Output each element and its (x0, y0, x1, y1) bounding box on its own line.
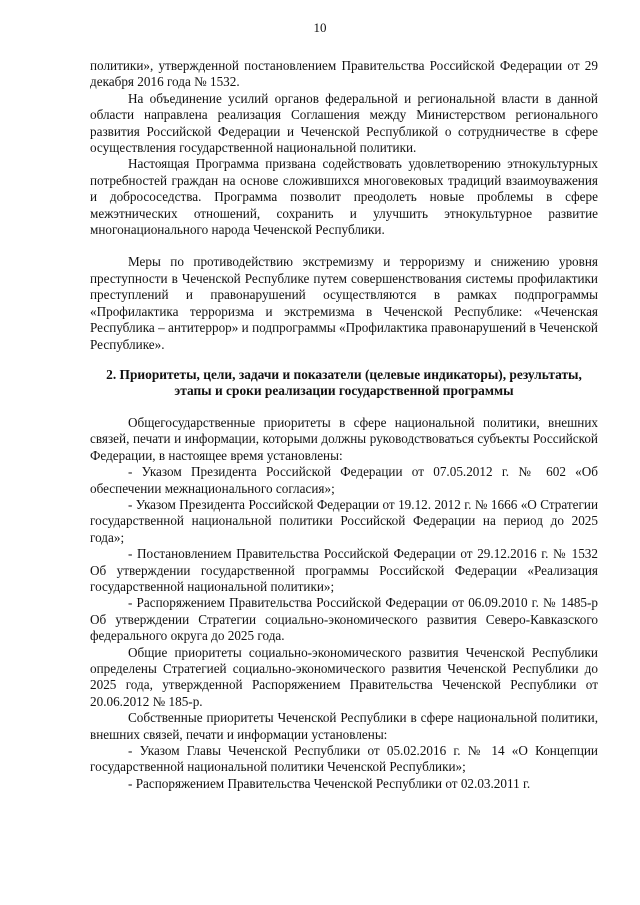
paragraph-extremism-measures: Меры по противодействию экстремизму и терроризму и снижению уровня преступности в Чеченской Республике путем совершенствования системы профилактики преступлений и правонарушений осуществляются в рамках подпрограммы «Профилактика терроризма и экстремизма в Чеченской Республике: «Чеченская Республика – антитеррор» и подпрограммы «Профилактика правонарушений в Чеченской Республике». (90, 254, 598, 352)
list-item: - Указом Президента Российской Федерации от 07.05.2012 г. № 602 «Об обеспечении межнационального согласия»; (90, 464, 598, 496)
paragraph-federal-priorities: Общегосударственные приоритеты в сфере национальной политики, внешних связей, печати и информации, которыми должны руководствоваться субъекты Российской Федерации, в настоящее время установлены: (90, 414, 598, 463)
document-body (90, 58, 598, 792)
list-item: - Распоряжением Правительства Чеченской Республики от 02.03.2011 г. (128, 775, 531, 791)
section-heading: 2. Приоритеты, цели, задачи и показатели (целевые индикаторы), результаты, этапы и сроки реализации государственной программы (106, 366, 582, 398)
list-item: - Указом Главы Чеченской Республики от 05.02.2016 г. № 14 «О Концепции государственной национальной политики Чеченской Республики»; (90, 743, 598, 775)
paragraph-program-purpose: Настоящая Программа призвана содействовать удовлетворению этнокультурных потребностей граждан на основе сложившихся многовековых традиций взаимоуважения и добрососедства. Программа позволит преодолеть новые проблемы в сфере межэтнических отношений, сохранить и улучшить этнокультурное развитие многонационального народа Чеченской Республики. (90, 156, 598, 238)
list-item: - Указом Президента Российской Федерации от 19.12. 2012 г. № 1666 «О Стратегии государственной национальной политики Российской Федерации на период до 2025 года»; (90, 496, 598, 545)
paragraph-own-priorities: Собственные приоритеты Чеченской Республики в сфере национальной политики, внешних связей, печати и информации установлены: (90, 710, 598, 742)
list-item: - Постановлением Правительства Российской Федерации от 29.12.2016 г. № 1532 Об утверждении государственной программы Российской Федерации «Реализация государственной национальной политики»; (90, 546, 598, 594)
paragraph-continuation: политики», утвержденной постановлением Правительства Российской Федерации от 29 декабря 2016 года № 1532. (90, 58, 598, 90)
page-number: 10 (313, 20, 327, 35)
paragraph-regional-strategy: Общие приоритеты социально-экономического развития Чеченской Республики определены Стратегией социально-экономического развития Чеченской Республики до 2025 года, утвержденной Распоряжением Правительства Чеченской Республики от 20.06.2012 № 185-р. (90, 644, 598, 709)
paragraph-agreement: На объединение усилий органов федеральной и региональной власти в данной области направлена реализация Соглашения между Министерством регионального развития Российской Федерации и Чеченской Республикой о сотрудничестве в сфере осуществления государственной национальной политики. (90, 90, 598, 156)
list-item: - Распоряжением Правительства Российской Федерации от 06.09.2010 г. № 1485-р Об утверждении Стратегии социально-экономического развития Северо-Кавказского федерального округа до 2025 года. (90, 595, 598, 644)
